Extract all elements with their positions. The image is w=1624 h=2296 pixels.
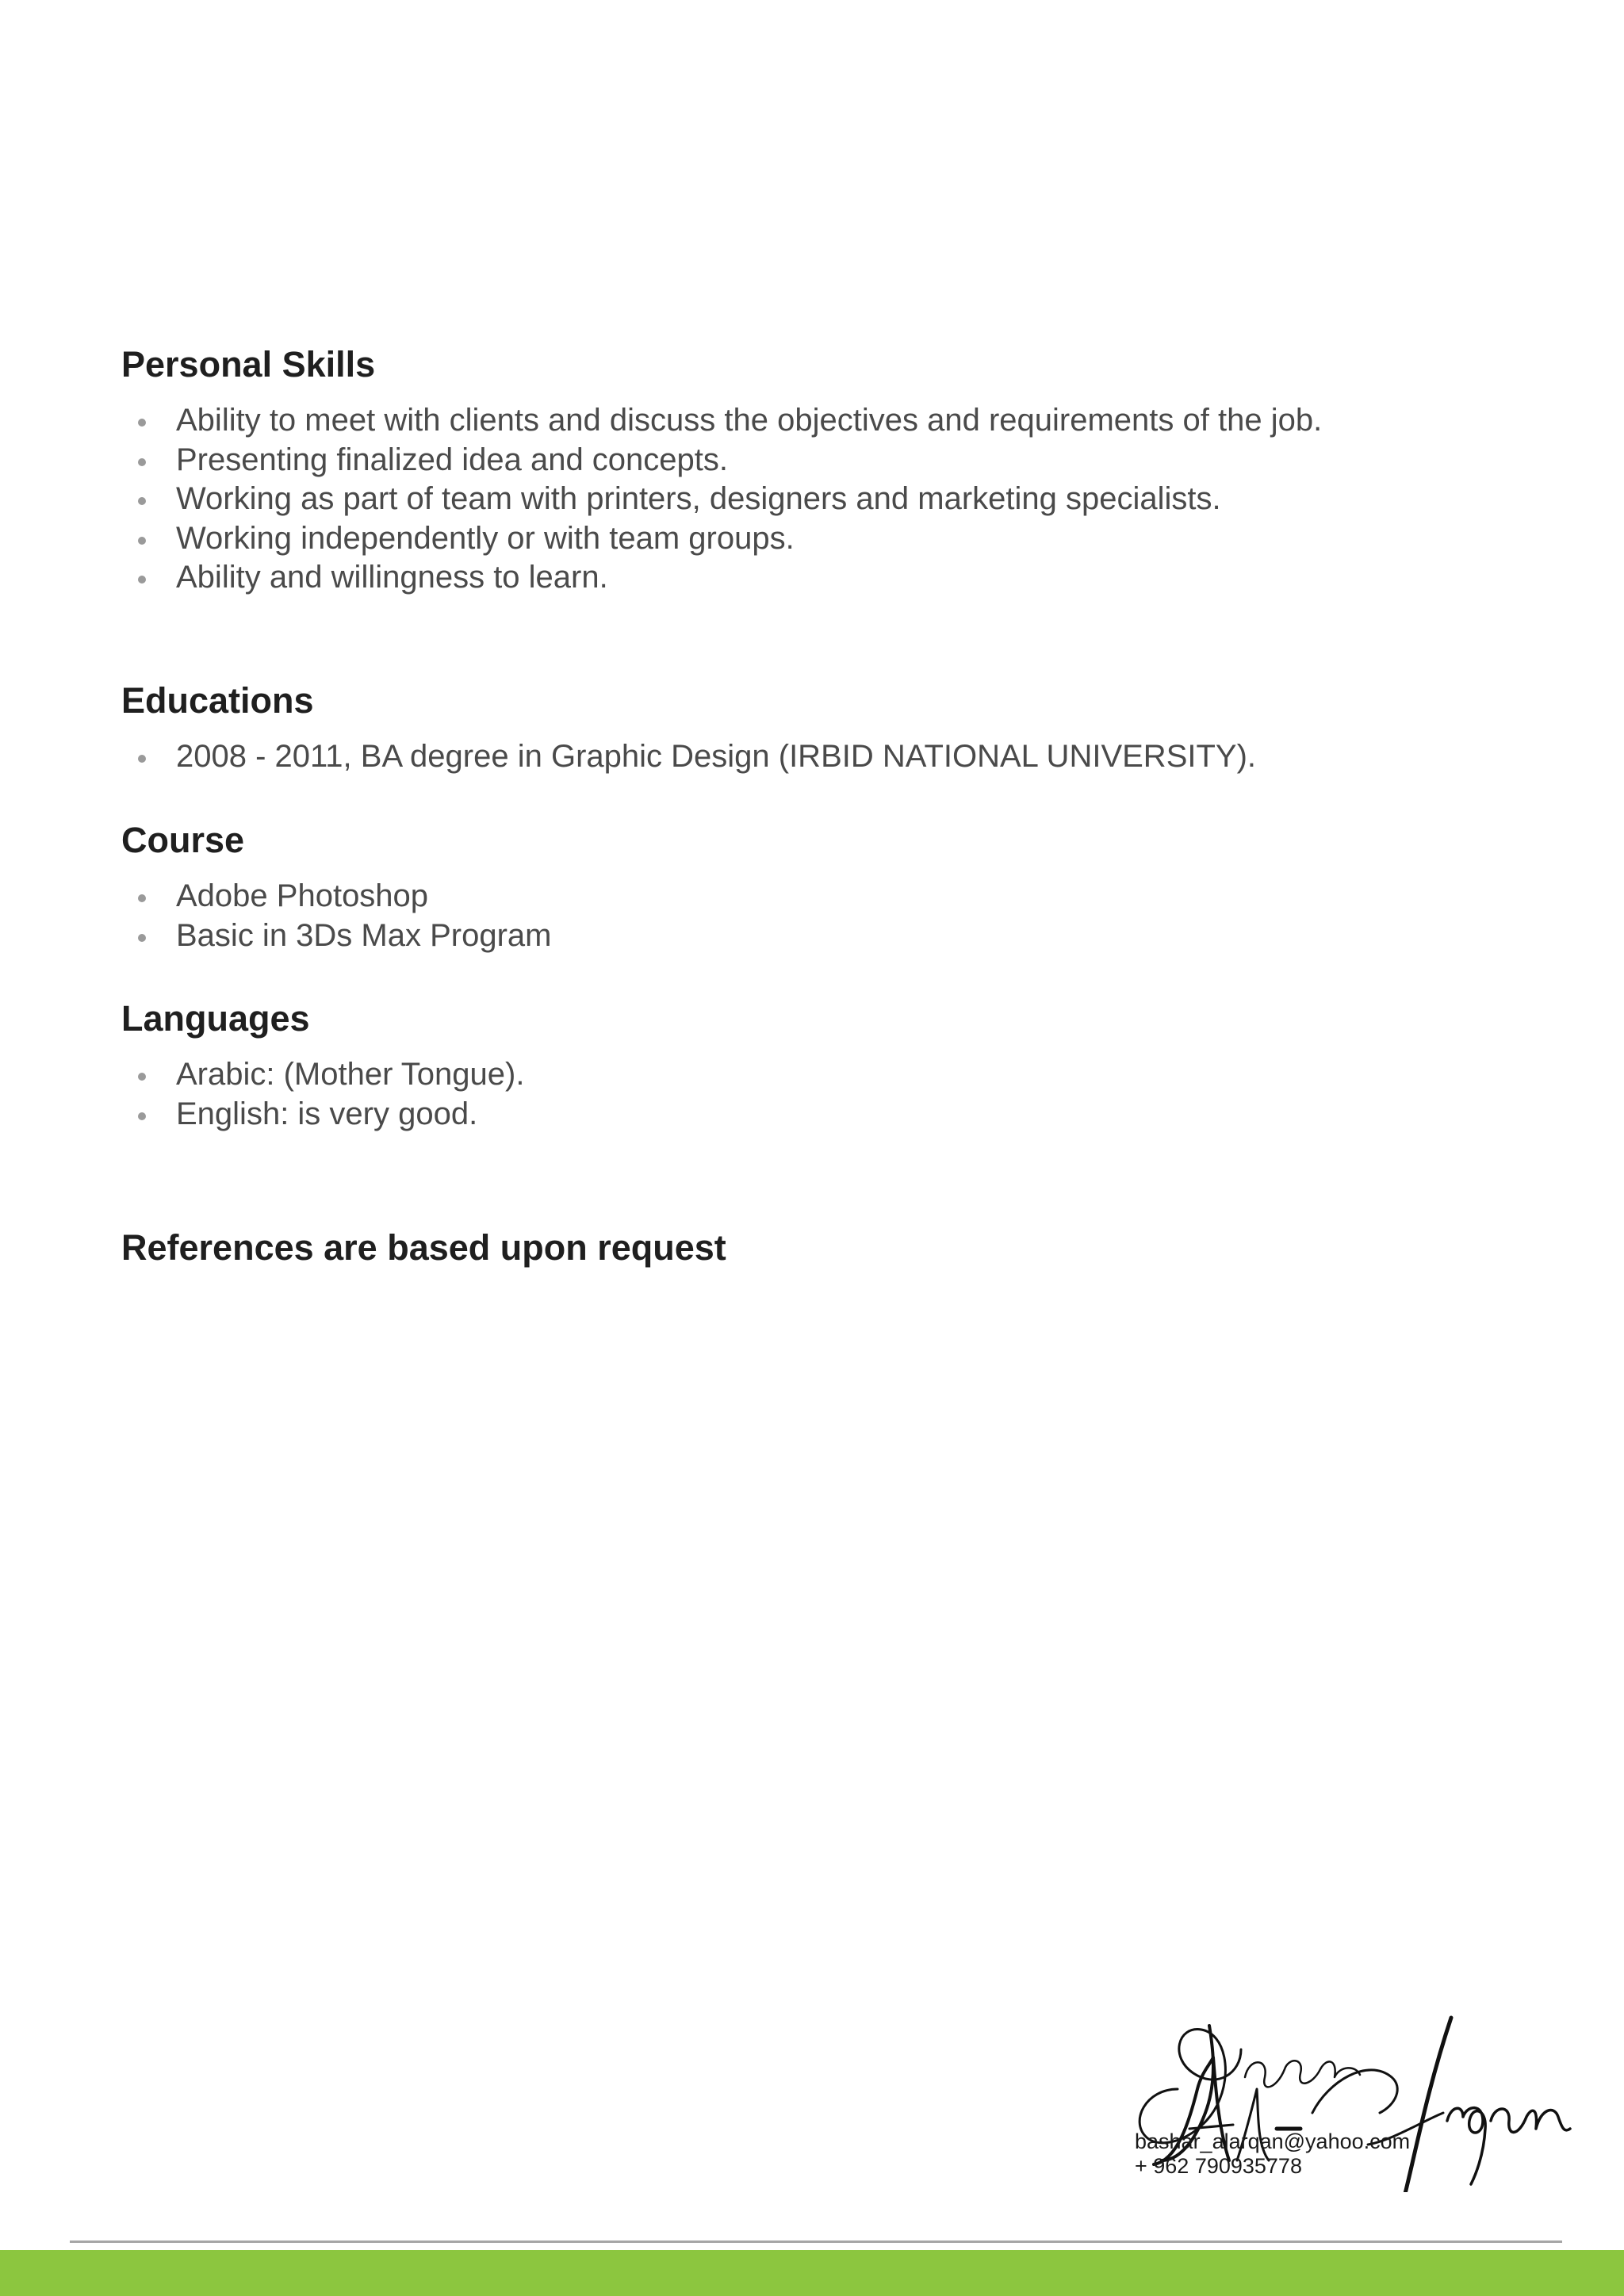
- educations-heading: Educations: [121, 680, 314, 721]
- list-item: Ability to meet with clients and discuss the objectives and requirements of the job.: [121, 401, 1322, 441]
- bullet-icon: [138, 419, 146, 427]
- contact-phone: + 962 790935778: [1135, 2154, 1302, 2178]
- bullet-icon: [138, 537, 146, 545]
- footer-accent-bar: [0, 2250, 1624, 2296]
- bullet-icon: [138, 497, 146, 505]
- bullet-icon: [138, 1073, 146, 1081]
- list-item: Working independently or with team groups.: [121, 519, 1322, 559]
- bullet-icon: [138, 894, 146, 902]
- contact-email: bashar_alarqan@yahoo.com: [1135, 2130, 1411, 2153]
- list-item: Arabic: (Mother Tongue).: [121, 1055, 524, 1095]
- languages-heading: Languages: [121, 998, 310, 1039]
- bullet-icon: [138, 755, 146, 763]
- personal-skills-heading: Personal Skills: [121, 344, 376, 385]
- list-item: Adobe Photoshop: [121, 877, 551, 916]
- footer-divider: [70, 2241, 1562, 2243]
- list-item: English: is very good.: [121, 1095, 524, 1135]
- bullet-icon: [138, 934, 146, 942]
- bullet-icon: [138, 1112, 146, 1120]
- list-item: Ability and willingness to learn.: [121, 558, 1322, 598]
- list-item: Working as part of team with printers, designers and marketing specialists.: [121, 480, 1322, 519]
- list-item: Presenting finalized idea and concepts.: [121, 441, 1322, 480]
- list-item: 2008 - 2011, BA degree in Graphic Design (IRBID NATIONAL UNIVERSITY).: [121, 737, 1256, 777]
- course-heading: Course: [121, 820, 245, 860]
- bullet-icon: [138, 576, 146, 584]
- bullet-icon: [138, 458, 146, 466]
- course-list: [121, 877, 551, 955]
- list-item: Basic in 3Ds Max Program: [121, 916, 551, 956]
- educations-list: [121, 737, 1256, 777]
- languages-list: [121, 1055, 524, 1134]
- references-heading: References are based upon request: [121, 1227, 726, 1268]
- personal-skills-list: [121, 401, 1322, 598]
